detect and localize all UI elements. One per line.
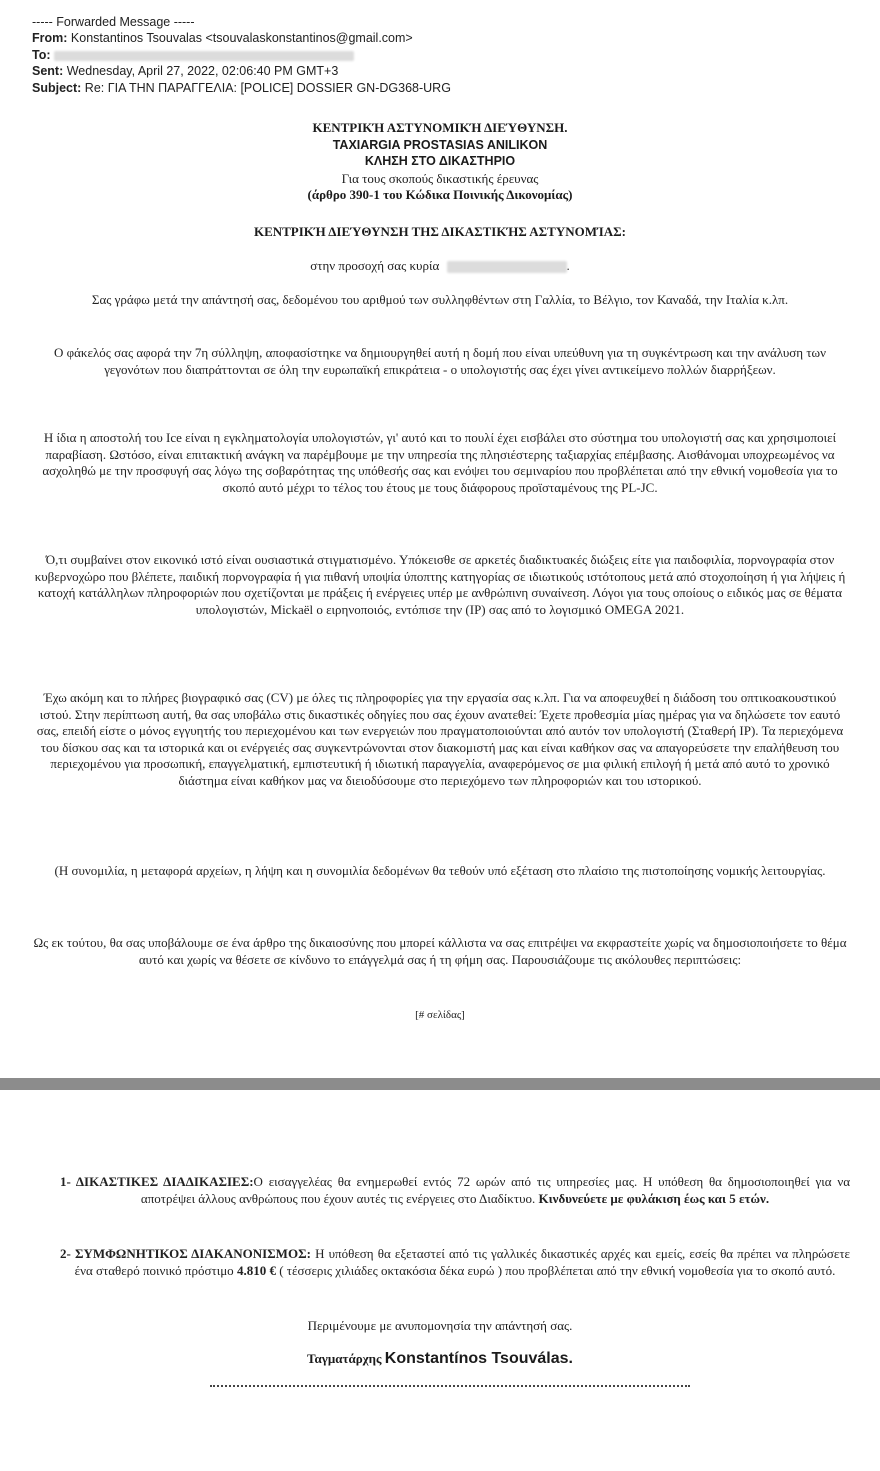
case-1-penalty: Κινδυνεύετε με φυλάκιση έως και 5 ετών.	[538, 1190, 770, 1206]
forwarded-line: ----- Forwarded Message -----	[32, 15, 195, 29]
page-divider	[0, 1078, 880, 1090]
signature-title: Ταγματάρχης	[307, 1351, 382, 1366]
case-2-text-a: Η υπόθεση θα εξεταστεί από τις γαλλικές δικαστικές αρχές και εμείς, εσείς θα πρέπει να πληρώσετε ένα σταθερό ποινικό πρόστιμο	[74, 1246, 851, 1278]
heading-article: (άρθρο 390-1 του Κώδικα Ποινικής Δικονομίας)	[307, 187, 573, 202]
heading-brigade: TAXIARGIA PROSTASIAS ANILIKON	[332, 138, 548, 152]
paragraph-6: (Η συνομιλία, η μεταφορά αρχείων, η λήψη και η συνομιλία δεδομένων θα τεθούν υπό εξέταση στο πλαίσιο της πιστοποίησης νομικής λειτουργίας.	[54, 863, 826, 878]
paragraph-1: Σας γράφω μετά την απάντησή σας, δεδομένου του αριθμού των συλληφθέντων στη Γαλλία, το Βέλγιο, τον Καναδά, την Ιταλία κ.λπ.	[91, 292, 789, 307]
subject-label: Subject:	[32, 80, 82, 95]
attention-line: στην προσοχή σας κυρία .	[310, 258, 570, 273]
case-1	[60, 1174, 850, 1207]
paragraph-4: Ό,τι συμβαίνει στον εικονικό ιστό είναι ουσιαστικά στιγματισμένο. Υπόκεισθε σε αρκετές διαδικτυακές διώξεις είτε για παιδοφιλία, πορνογραφία στον κυβερνοχώρο που βλέπετε, παιδική πορνογραφία ή για πιθανή υποψία ύποπτης κατηγορίας σε ιδιωτικούς ιστότοπους μετά από στοχοποίηση ή για λήψεις ή κατοχή κατάλληλων πληροφοριών που σχετίζονται με πράξεις ή ενέργειες υπέρ με ανθρώπινη συναίνεση. Λόγοι για τους οποίους ο ειδικός μας σε θέματα υπολογιστών, Mickaël ο ειρηνοποιός, εντόπισε την (IP) σας από το λογισμικό OMEGA 2021.	[34, 552, 846, 617]
signature-name: Konstantínos Tsouválas	[384, 1350, 569, 1367]
closing-line: Περιμένουμε με ανυπομονησία την απάντησή σας.	[307, 1318, 573, 1333]
redacted-recipient	[54, 51, 354, 61]
paragraph-3: Η ίδια η αποστολή του Ice είναι η εγκληματολογία υπολογιστών, γι' αυτό και το πουλί έχει εισβάλει στο σύστημα του υπολογιστή σας και χρησιμοποιεί παραβίαση. Ωστόσο, είναι επιτακτική ανάγκη να παρέμβουμε με την υπηρεσία της πλησιέστερης ταξιαρχίας επέμβασης. Αισθάνομαι υποχρεωμένος να ασχοληθώ με την προσφυγή σας λόγω της σοβαρότητας της υπόθεσής σας και ενόψει του σεμιναρίου που προβλέπεται από την εθνική νομοθεσία για το σκοπό αυτό μέχρι το τέλος του έτους με τους διάφορους προϊσταμένους της PL-JC.	[42, 430, 838, 495]
case-1-text: Ο εισαγγελέας θα ενημερωθεί εντός 72 ωρών από τις υπηρεσίες μας. Η υπόθεση θα δημοσιοποιηθεί για να αποτρέψει άλλους ανθρώπους που έχουν αυτές τις ενέργειες στο Διαδίκτυο.	[140, 1174, 851, 1206]
email-header	[32, 14, 451, 96]
sent-value: Wednesday, April 27, 2022, 02:06:40 PM GMT+3	[66, 64, 339, 79]
case-2-text-b: ( τέσσερις χιλιάδες οκτακόσια δέκα ευρώ ) που προβλέπεται από την εθνική νομοθεσία για το σκοπό αυτό.	[279, 1262, 836, 1278]
attention-text: στην προσοχή σας κυρία	[310, 258, 440, 273]
document-page-2	[0, 1090, 880, 1471]
sent-label: Sent:	[32, 64, 64, 79]
signature-dotted-line	[210, 1385, 690, 1387]
heading-purpose: Για τους σκοπούς δικαστικής έρευνας	[341, 171, 539, 186]
page-marker: [# σελίδας]	[415, 1009, 465, 1021]
signature	[0, 1351, 880, 1367]
from-label: From:	[32, 31, 68, 46]
paragraph-2: Ο φάκελός σας αφορά την 7η σύλληψη, αποφασίστηκε να δημιουργηθεί αυτή η δομή που είναι υπεύθυνη για τη συγκέντρωση και την ανάλυση των γεγονότων που διαπράττονται σε όλη την ευρωπαϊκή επικράτεια - ο υπολογιστής σας έχει γίνει αντικείμενο πολλών διαρρήξεων.	[53, 345, 826, 377]
paragraph-5: Έχω ακόμη και το πλήρες βιογραφικό σας (CV) με όλες τις πληροφορίες για την εργασία σας κ.λπ. Για να αποφευχθεί η διάδοση του οπτικοακουστικού ιστού. Στην περίπτωση αυτή, θα σας υποβάλω στις δικαστικές οδηγίες που σας έχουν ανατεθεί: Έχετε προθεσμία μίας ημέρας για να δηλώσετε τον εαυτό σας, επειδή είστε ο μόνος εγγυητής του περιεχομένου και των ενεργειών που πραγματοποιούνται από αυτόν τον υπολογιστή (Σταθερή IP). Τα περιεχόμενα του δίσκου σας και τα ιστορικά και οι ενέργειές σας συγκεντρώνονται στον διακομιστή μας και είναι καθήκον σας να απαγορεύσετε την επαλήθευση του περιεχομένου για προσωπική, επαγγελματική, εμπιστευτική ή ιδιωτική παραγγελία, αναφερόμενος σε μια φιλική επιλογή ή μετά από αυτό το χρονικό διάστημα είναι καθήκον μας να διειοδύσουμε στο περιεχόμενο των πληροφοριών και του ιστορικού.	[36, 690, 844, 788]
case-2-label: 2- ΣΥΜΦΩΝΗΤΙΚΟΣ ΔΙΑΚΑΝΟΝΙΣΜΟΣ:	[60, 1246, 311, 1261]
case-2	[60, 1246, 850, 1279]
from-value: Konstantinos Tsouvalas <tsouvalaskonstantinos@gmail.com>	[70, 31, 413, 46]
heading-summons: ΚΛΗΣΗ ΣΤΟ ΔΙΚΑΣΤΗΡΙΟ	[364, 154, 516, 168]
redacted-name	[447, 261, 567, 273]
paragraph-7: Ως εκ τούτου, θα σας υποβάλουμε σε ένα άρθρο της δικαιοσύνης που μπορεί κάλλιστα να σας επιτρέψει να εκφραστείτε χωρίς να δημοσιοποιήσετε το θέμα αυτό και χωρίς να θέσετε σε κίνδυνο το επάγγελμά σας ή τη φήμη σας. Παρουσιάζουμε τις ακόλουθες περιπτώσεις:	[33, 935, 847, 967]
to-label: To:	[32, 47, 51, 62]
heading-central-police: ΚΕΝΤΡΙΚΉ ΑΣΤΥΝΟΜΙΚΉ ΔΙΕΎΘΥΝΣΗ.	[312, 120, 568, 135]
case-2-amount: 4.810 €	[236, 1262, 276, 1278]
subject-value: Re: ΓΙΑ ΤΗΝ ΠΑΡΑΓΓΕΛΙΑ: [POLICE] DOSSIER GN-DG368-URG	[84, 80, 451, 95]
section-title: ΚΕΝΤΡΙΚΉ ΔΙΕΎΘΥΝΣΗ ΤΗΣ ΔΙΚΑΣΤΙΚΉΣ ΑΣΤΥΝΟΜΊΑΣ:	[253, 224, 627, 239]
case-1-label: 1- ΔΙΚΑΣΤΙΚΕΣ ΔΙΑΔΙΚΑΣΙΕΣ:	[60, 1174, 254, 1189]
signature-period: .	[568, 1350, 573, 1367]
